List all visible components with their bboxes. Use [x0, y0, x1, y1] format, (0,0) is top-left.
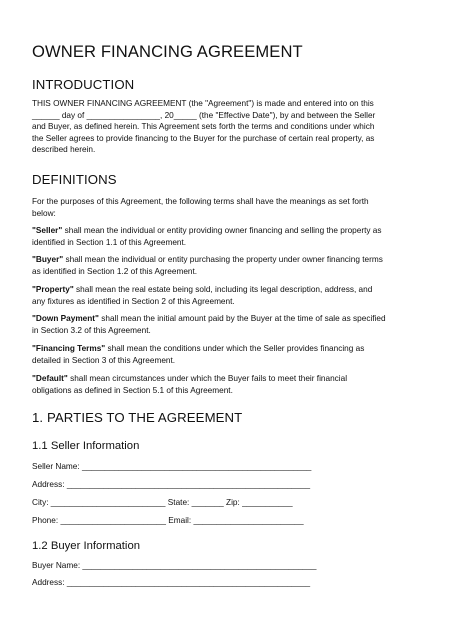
- buyer-address-field[interactable]: Address: _____________________________________________________: [32, 578, 311, 587]
- introduction-line: ______ day of ________________, 20_____ (the "Effective Date"), by and between the Seller: [32, 110, 376, 120]
- definition-default: [32, 373, 442, 396]
- definition-down-payment: [32, 313, 442, 336]
- definition-text: shall mean the individual or entity providing owner financing and selling the property as: [62, 226, 382, 235]
- seller-info-heading: 1.1 Seller Information: [32, 440, 140, 452]
- buyer-info-heading: 1.2 Buyer Information: [32, 540, 141, 552]
- definition-text: shall mean the real estate being sold, including its legal description, address, and: [73, 285, 373, 294]
- definition-financing-terms: [32, 343, 442, 366]
- definitions-heading: DEFINITIONS: [32, 172, 117, 187]
- introduction-paragraph: [32, 98, 442, 156]
- introduction-line: the Seller agrees to provide financing to the Buyer for the purchase of certain real property, as: [32, 133, 375, 143]
- seller-address-field[interactable]: Address: _____________________________________________________: [32, 480, 311, 489]
- introduction-heading: INTRODUCTION: [32, 77, 135, 92]
- definition-text: shall mean the conditions under which the Seller provides financing as: [105, 344, 365, 353]
- definitions-intro: [32, 196, 442, 219]
- document-title: OWNER FINANCING AGREEMENT: [32, 42, 303, 61]
- definition-text: shall mean the individual or entity purchasing the property under owner financing terms: [63, 255, 383, 264]
- seller-name-field[interactable]: Seller Name: __________________________________________________: [32, 462, 312, 471]
- definition-text: shall mean circumstances under which the Buyer fails to meet their financial: [67, 374, 348, 383]
- definition-text: obligations as defined in Section 5.1 of this Agreement.: [32, 385, 233, 395]
- definition-term: "Financing Terms": [32, 344, 106, 353]
- introduction-line: described herein.: [32, 145, 96, 155]
- definitions-intro-line: For the purposes of this Agreement, the following terms shall have the meanings as set forth: [32, 197, 369, 206]
- definition-text: any fixtures as identified in Section 2 of this Agreement.: [32, 296, 235, 306]
- definition-seller: [32, 225, 442, 248]
- definition-buyer: [32, 254, 442, 277]
- introduction-line: and Buyer, as defined herein. This Agreement sets forth the terms and conditions under which: [32, 122, 375, 132]
- definition-term: "Seller": [32, 226, 63, 235]
- definition-property: [32, 284, 442, 307]
- seller-city-state-zip-field[interactable]: City: _________________________ State: _______ Zip: ___________: [32, 498, 293, 507]
- definition-text: as identified in Section 1.2 of this Agreement.: [32, 266, 198, 276]
- buyer-name-field[interactable]: Buyer Name: ___________________________________________________: [32, 561, 317, 570]
- definition-term: "Buyer": [32, 255, 64, 264]
- introduction-line: THIS OWNER FINANCING AGREEMENT (the "Agreement") is made and entered into on this: [32, 99, 374, 108]
- definitions-intro-line: below:: [32, 208, 56, 218]
- definition-term: "Property": [32, 285, 74, 294]
- definition-text: detailed in Section 3 of this Agreement.: [32, 355, 176, 365]
- definition-text: in Section 3.2 of this Agreement.: [32, 325, 151, 335]
- section-1-heading: 1. PARTIES TO THE AGREEMENT: [32, 410, 243, 425]
- definition-term: "Down Payment": [32, 314, 99, 323]
- definition-text: identified in Section 1.1 of this Agreement.: [32, 237, 187, 247]
- definition-text: shall mean the initial amount paid by the Buyer at the time of sale as specified: [98, 314, 386, 323]
- seller-phone-email-field[interactable]: Phone: _______________________ Email: ________________________: [32, 516, 304, 525]
- definition-term: "Default": [32, 374, 68, 383]
